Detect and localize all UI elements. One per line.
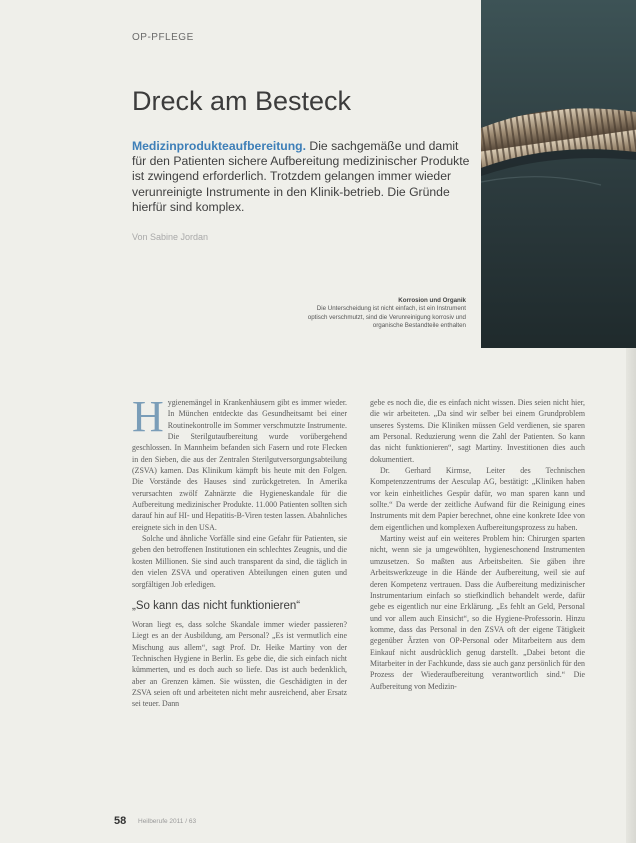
article-column-left	[132, 392, 347, 710]
section-subhead: „So kann das nicht funktionieren“	[132, 599, 301, 612]
body-paragraph: Dr. Gerhard Kirmse, Leiter des Technischen Kompetenzzentrums der Aesculap AG, bestätigt: „Kliniken haben vor kein einheitliches Gespür dafür, wo man sparen kann und sollte.“ Da werde der zeitliche Aufwand für die Reinigung eines Instruments mit dem Papier berechnet, ohne eine konkrete Idee von dem eigentlichen und komplexen Aufbereitungsprozess zu haben.	[370, 466, 585, 532]
page-edge-shadow	[626, 348, 636, 843]
instrument-photo	[481, 0, 636, 348]
drop-cap: H	[132, 392, 164, 441]
article-lead	[132, 139, 472, 215]
article-headline: Dreck am Besteck	[132, 86, 352, 116]
photo-caption	[296, 297, 466, 330]
photo-caption-title: Korrosion und Organik	[398, 297, 466, 304]
body-paragraph: ygienemängel in Krankenhäusern gibt es immer wieder. In München entdeckte das Gesundheitsamt bei einer Routinekontrolle im Sommer verschmutzte Instrumente. Die Sterilgutaufbereitung wurde vorübergehend geschlossen. In Mannheim befanden sich Fasern und rote Flecken in den Sieben, die aus der Zentralen Sterilgutversorgungsabteilung (ZSVA) kamen. Das Klinikum kämpft bis heute mit den Folgen. Die Vorstände des Hauses sind zurückgetreten. In Amerika verursachten zwölf Zahnärzte die Hygieneskandale für die Aufbereitung medizinischer Produkte. 11.000 Patienten sollten sich darauf hin auf HI- und Hepatitis-B-Viren testen lassen. Abahnliches ereignete sich in den USA.	[132, 398, 347, 532]
author-byline: Von Sabine Jordan	[132, 232, 209, 242]
lead-keyword: Medizinprodukteaufbereitung.	[132, 139, 307, 153]
page-number: 58	[114, 815, 127, 827]
photo-caption-text: Die Unterscheidung ist nicht einfach, ist ein Instrument optisch verschmutzt, sind die Verunreinigung korrosiv und organische Bestandteile enthalten	[307, 305, 466, 329]
lead-text: Die sachgemäße und damit für den Patienten sichere Aufbereitung medizinischer Produkte ist zwingend erforderlich. Trotzdem gelangen immer wieder verunreinigte Instrumente in den Klinik-betrieb. Die Gründe hierfür sind komplex.	[132, 139, 470, 214]
publication-name: Heilberufe 2011 / 63	[138, 818, 197, 825]
body-paragraph: gebe es noch die, die es einfach nicht wissen. Dies seien nicht hier, die wir arbeiteten. „Da sind wir selber bei einem Grundproblem unseres Systems. Die Kliniken müssen Geld verdienen, sie sparen am Personal. Reduzierung wenn die Zahl der Patienten. So kann das nicht funktionieren“, sagt Martiny. Investitionen dies auch dokumentiert.	[370, 398, 585, 464]
instrument-photo-graphic	[481, 0, 636, 348]
section-tag: OP-PFLEGE	[132, 32, 194, 43]
body-paragraph: Martiny weist auf ein weiteres Problem hin: Chirurgen sparten nicht, wenn sie ja umgewöhlten, hygieneschonend Instrumenten umzusetzen. So maßten aus Arbeitsbeiten. Sie gäben ihre Arbeitswerkzeuge in die Hände der Aufbereitung, weil sie auf deren Kompetenz vertrauen. Dass die Aufbereitung medizinischer Instrumentarium einfach so stiefkindlich behandelt werde, dafür gebe es eigentlich nur eine Erklärung. „Es fehlt an Geld, Personal und vor allem auch Einsicht“, so die Hygiene-Professorin. Hinzu komme, dass das Personal in den ZSVA oft der eigene Tätigkeit gegenüber Ärzten von OP-Personal oder Mitarbeitern aus dem Einkauf nicht ausdrücklich genug darstellt. „Dabei betont die Mitarbeiter in der Fachkunde, dass sie auch ganz persönlich für den Prozess der Wiederaufbereitung verantwortlich sind.“ Die Aufbereitung von Medizin-	[370, 534, 585, 691]
body-paragraph: Woran liegt es, dass solche Skandale immer wieder passieren? Liegt es an der Ausbildung, am Personal? „Es ist vermutlich eine Mischung aus allem“, sagt Prof. Dr. Heike Martiny von der Technischen Hygiene in Berlin. Es gebe die, die sich einfach nicht kümmerten, und es doch auch so liefe. Das ist auch bedenklich, aber an Grenzen kämen. Sie wüssten, die Geschädigten in der ZSVA seien oft und arbeiteten nicht mehr ausreichend, aber Ersatz sei teuer. Dann	[132, 619, 347, 709]
body-paragraph: Solche und ähnliche Vorfälle sind eine Gefahr für Patienten, sie geben den betroffenen Institutionen ein schlechtes Zeugnis, und die kosten Millionen. Sie sind auch transparent da sind, die täglich in den vielen ZSVA und operativen Abteilungen einen guten und sorgfältigen Job erledigen.	[132, 534, 347, 589]
article-column-right	[370, 397, 585, 692]
